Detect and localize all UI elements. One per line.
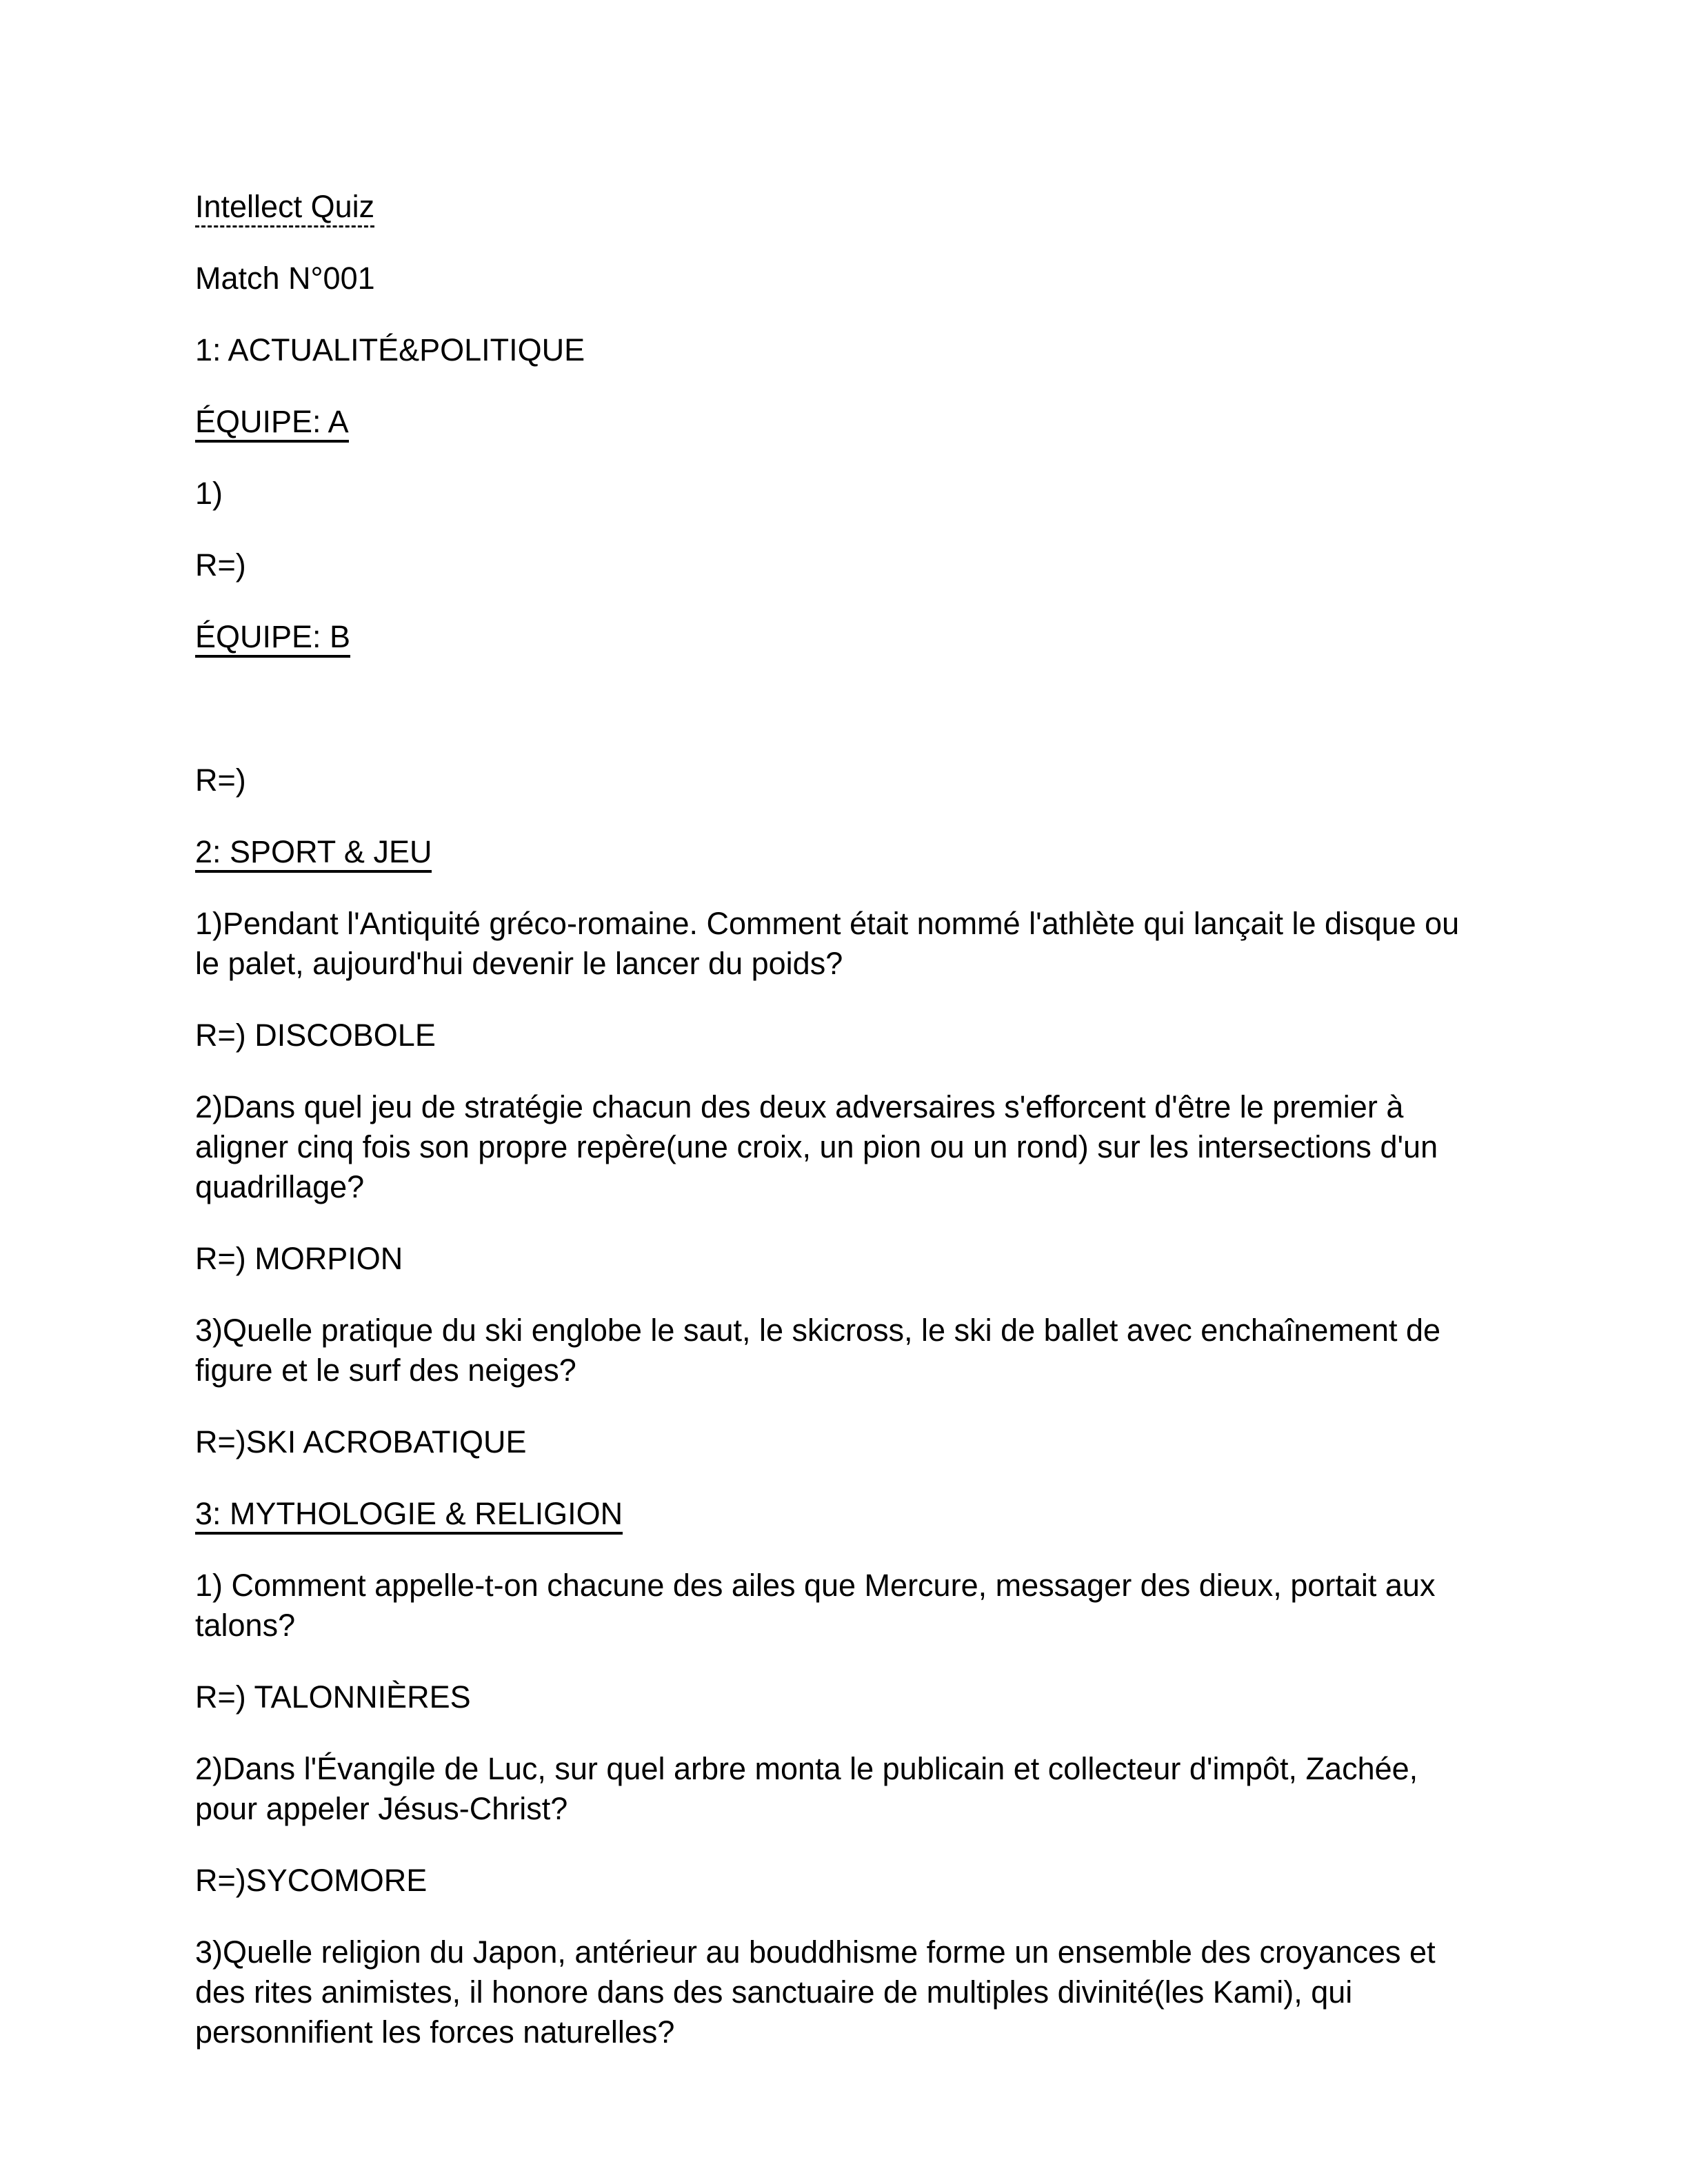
team-b-heading-text: ÉQUIPE: B: [195, 619, 350, 658]
category-2-heading: [195, 832, 1486, 872]
sport-question-2: 2)Dans quel jeu de stratégie chacun des deux adversaires s'efforcent d'être le premier à aligner cinq fois son propre repère(une croix, un pion ou un rond) sur les intersections d'un quadrillage?: [195, 1089, 1438, 1204]
team-a-heading: [195, 402, 1486, 442]
mythology-question-1: 1) Comment appelle-t-on chacune des ailes que Mercure, messager des dieux, portait aux talons?: [195, 1568, 1436, 1643]
sport-answer-2: R=) MORPION: [195, 1241, 403, 1276]
sport-answer-3: R=)SKI ACROBATIQUE: [195, 1424, 527, 1459]
sport-answer-1: R=) DISCOBOLE: [195, 1018, 436, 1053]
question-placeholder: 1): [195, 476, 223, 511]
mythology-answer-2: R=)SYCOMORE: [195, 1863, 428, 1898]
mythology-question-3: 3)Quelle religion du Japon, antérieur au bouddhisme forme un ensemble des croyances et des rites animistes, il honore dans des sanctuaire de multiples divinité(les Kami), qui personnifient les forces naturelles?: [195, 1934, 1436, 2050]
doc-title-text: Intellect Quiz: [195, 189, 374, 228]
sport-question-3: 3)Quelle pratique du ski englobe le saut, le skicross, le ski de ballet avec enchaînement de figure et le surf des neiges?: [195, 1313, 1441, 1388]
mythology-question-2: 2)Dans l'Évangile de Luc, sur quel arbre monta le publicain et collecteur d'impôt, Zachée, pour appeler Jésus-Christ?: [195, 1751, 1418, 1826]
category-1-heading: 1: ACTUALITÉ&POLITIQUE: [195, 332, 585, 367]
category-3-heading-text: 3: MYTHOLOGIE & RELIGION: [195, 1496, 623, 1535]
answer-placeholder-b: R=): [195, 762, 246, 798]
match-number: Match N°001: [195, 261, 375, 296]
mythology-answer-1: R=) TALONNIÈRES: [195, 1679, 471, 1715]
category-3-heading: [195, 1494, 1486, 1534]
answer-placeholder-a: R=): [195, 547, 246, 583]
doc-title: [195, 187, 1486, 227]
category-2-heading-text: 2: SPORT & JEU: [195, 834, 432, 873]
sport-question-1: 1)Pendant l'Antiquité gréco-romaine. Comment était nommé l'athlète qui lançait le disque ou le palet, aujourd'hui devenir le lancer du poids?: [195, 906, 1460, 981]
blank-line: [195, 689, 1486, 729]
team-b-heading: [195, 617, 1486, 657]
team-a-heading-text: ÉQUIPE: A: [195, 404, 349, 443]
